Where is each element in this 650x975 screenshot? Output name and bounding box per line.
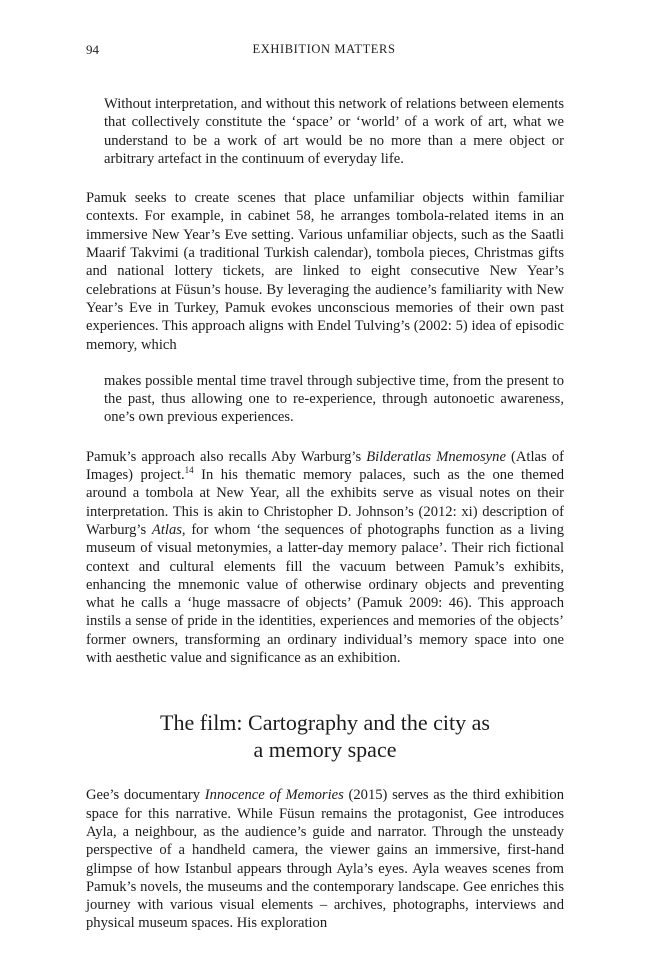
running-title: EXHIBITION MATTERS — [252, 42, 396, 56]
section-heading-line-1: The film: Cartography and the city as — [160, 710, 490, 736]
block-quote-1: Without interpretation, and without this network of relations between elements that collectively constitute the ‘space’ or ‘world’ of a work of art, what we understand to be a work of art would be no more than a mere object or arbitrary artefact in the continuum of everyday life. — [104, 96, 564, 167]
italic-title-bilderatlas: Bilderatlas Mnemosyne — [366, 448, 506, 465]
running-head — [86, 42, 562, 60]
paragraph-3-text-b: (2015) serves as the third exhibition space for this narrative. While Füsun remains the protagonist, Gee introduces Ayla, a neighbour, as the audience’s guide and narrator. Through the unsteady perspective of a handheld camera, the viewer gains an immersive, first-hand glimpse of how Istanbul appears through Ayla’s eyes. Ayla weaves scenes from Pamuk’s novels, the museums and the contemporary landscape. Gee enriches this journey with various visual elements – archives, photographs, interviews and physical museum spaces. His exploration — [86, 787, 564, 932]
paragraph-2-text-b: (Atlas of Images) project. — [86, 448, 564, 484]
block-quote-2: makes possible mental time travel through subjective time, from the present to the past, thus allowing one to re-experience, through autonoetic awareness, one’s own previous experiences. — [104, 372, 564, 426]
section-heading-line-2: a memory space — [253, 737, 397, 763]
paragraph-3-text-a: Gee’s documentary — [86, 787, 205, 804]
page-number: 94 — [86, 42, 99, 57]
italic-title-innocence-of-memories: Innocence of Memories — [204, 787, 344, 804]
footnote-marker: 14 — [184, 465, 194, 476]
paragraph-2-text-d: , for whom ‘the sequences of photographs function as a living museum of visual metonymies, a latter-day memory palace’. Their rich fictional context and cultural elements fill the vacuum between Pamuk’s exhibits, enhancing the mnemonic value of otherwise ordinary objects and preventing what he calls a ‘huge massacre of objects’ (Pamuk 2009: 46). This approach instils a sense of pride in the identities, experiences and memories of the objects’ former owners, transforming an ordinary individual’s memory space into one with aesthetic value and significance as an exhibition. — [86, 521, 564, 667]
paragraph-2 — [86, 448, 564, 668]
paragraph-1: Pamuk seeks to create scenes that place unfamiliar objects within familiar contexts. For example, in cabinet 58, he arranges tombola-related items in an immersive New Year’s Eve setting. Various unfamiliar objects, such as the Saatli Maarif Takvimi (a traditional Turkish calendar), tombola pieces, Christmas gifts and national lottery tickets, are linked to eight consecutive New Year’s celebrations at Füsun’s house. By leveraging the audience’s familiarity with New Year’s Eve in Turkey, Pamuk evokes unconscious memories of their own past experiences. This approach aligns with Endel Tulving’s (2002: 5) idea of episodic memory, which — [86, 190, 564, 353]
paragraph-2-text-c: In his thematic memory palaces, such as the one themed around a tombola at New Year, all the exhibits serve as visual notes on their interpretation. This is akin to Christopher D. Johnson’s (2012: xi) description of Warburg’s — [86, 467, 564, 538]
paragraph-2-text-a: Pamuk’s approach also recalls Aby Warburg’s — [86, 448, 367, 465]
section-heading — [86, 709, 564, 763]
page-body — [86, 95, 564, 933]
italic-title-atlas: Atlas — [151, 521, 182, 538]
paragraph-3 — [86, 786, 564, 932]
